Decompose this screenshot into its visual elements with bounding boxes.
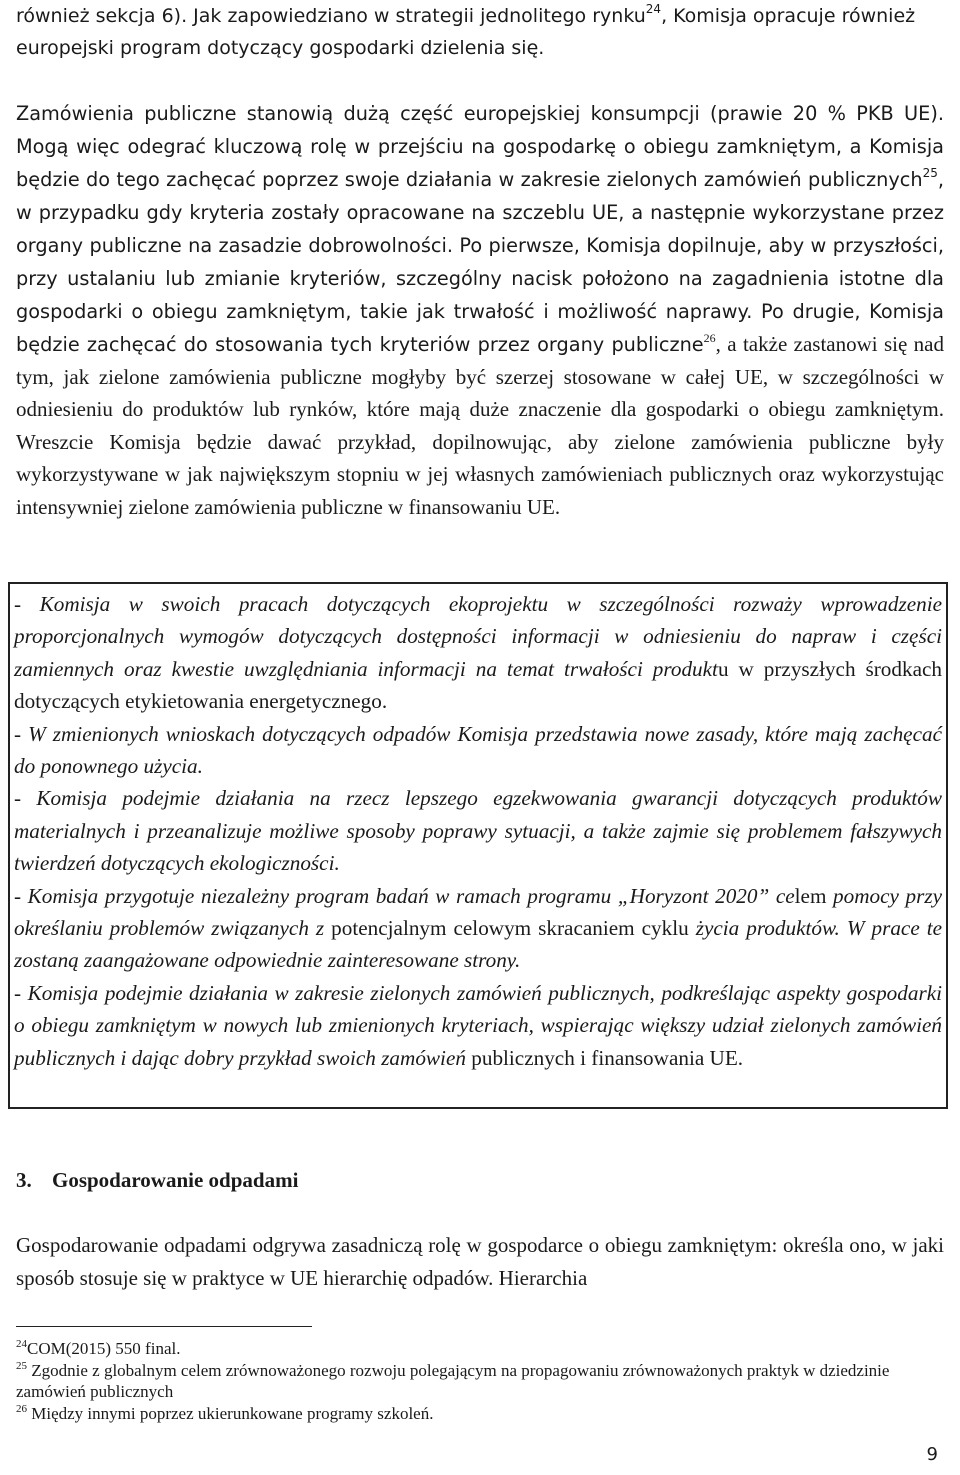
box-item-horizon-a: - Komisja przygotuje niezależny program badań w ramach programu „Horyzont 2020” ce bbox=[14, 883, 795, 908]
intro-text-b: , Komisja opracuje również europejski program dotyczący gospodarki dzielenia się. bbox=[16, 5, 916, 59]
box-item-waste-proposals: - W zmienionych wnioskach dotyczących odpadów Komisja przedstawia nowe zasady, które mają zachęcać do ponownego użycia. bbox=[14, 721, 942, 779]
box-item-horizon-e: życia produktów. W prace te zostaną zaangażowane odpowiednie zainteresowane strony. bbox=[14, 916, 943, 973]
footnote-25 bbox=[16, 1360, 936, 1403]
procurement-text-3: Po pierwsze, Komisja dopilnuje, aby w przyszłości, przy ustalaniu lub zmianie kryteriów, szczególny nacisk położono na zagadnienia istotne dla gospodarki o obiegu zamkniętym, takie jak trwałość i możliwość naprawy. Po drugie, Komisja będzie zachęcać do stosowania tych kryteriów przez organy publiczne bbox=[16, 234, 944, 356]
footnotes bbox=[16, 1338, 936, 1424]
box-item-green-procurement bbox=[14, 977, 942, 1074]
intro-paragraph bbox=[16, 0, 944, 64]
footnote-24-num: 24 bbox=[16, 1338, 27, 1350]
box-item-gpp-a: - Komisja podejmie działania w zakresie zielonych zamówień publicznych, podkreślając aspekty gospodarki o obiegu zamkniętym w nowych lub zmienionych kryteriach, wspierając większy udział zielonych zamówień publicznych i dając dobry przykład swoich zamówień bbox=[14, 980, 942, 1070]
actions-box bbox=[8, 582, 948, 1109]
procurement-text-2: , w przypadku gdy kryteria zostały opracowane na szczeblu UE, a następnie wykorzystane przez organy publiczne na zasadzie dobrowolności. bbox=[16, 168, 944, 257]
footnote-26-num: 26 bbox=[16, 1402, 27, 1415]
footnote-ref-25[interactable]: 25 bbox=[922, 166, 938, 180]
procurement-text-1: Zamówienia publiczne stanowią dużą część europejskiej konsumpcji (prawie 20 % PKB UE). Mogą więc odegrać kluczową rolę w przejściu na gospodarkę o obiegu zamkniętym, a Komisja będzie do tego zachęcać poprzez swoje działania w zakresie zielonych zamówień publicznych bbox=[16, 102, 944, 191]
box-item-horizon-c: pomocy przy określaniu problemów związanych z bbox=[14, 883, 942, 941]
box-item-guarantees: - Komisja podejmie działania na rzecz lepszego egzekwowania gwarancji dotyczących produktów materialnych i przeanalizuje możliwe sposoby poprawy sytuacji, a także zajmie się problemem fałszywych twierdzeń dotyczących ekologiczności. bbox=[14, 786, 942, 876]
box-item-horizon-d: potencjalnym celowym skracaniem cyklu bbox=[331, 916, 689, 941]
box-item-ecodesign-text: - Komisja w swoich pracach dotyczących ekoprojektu w szczególności rozważy wprowadzenie proporcjonalnych wymogów dotyczących dostępności informacji w odniesieniu do napraw i części zamiennych oraz kwestie uwzględniania informacji na temat trwałości produkt bbox=[14, 592, 942, 681]
section-number: 3. bbox=[16, 1168, 32, 1192]
waste-paragraph bbox=[16, 1229, 944, 1294]
footnote-25-num: 25 bbox=[16, 1359, 27, 1372]
section-title: Gospodarowanie odpadami bbox=[52, 1168, 299, 1192]
footnote-ref-26[interactable]: 26 bbox=[703, 331, 716, 345]
waste-paragraph-text: Gospodarowanie odpadami odgrywa zasadniczą rolę w gospodarce o obiegu zamkniętym: określa ono, w jaki sposób stosuje się w praktyce w UE hierarchię odpadów. Hierarchia bbox=[16, 1233, 944, 1290]
footnote-26 bbox=[16, 1403, 936, 1425]
box-item-ecodesign-tail: u w przyszłych środkach dotyczących etykietowania energetycznego. bbox=[14, 656, 942, 714]
box-item-ecodesign bbox=[14, 588, 942, 718]
footnote-24-text: COM(2015) 550 final. bbox=[27, 1339, 181, 1358]
section-heading bbox=[16, 1165, 298, 1195]
box-item-horizon-b: lem bbox=[794, 883, 827, 908]
procurement-text-4: , a także zastanowi się nad tym, jak zielone zamówienia publiczne mogłyby być szerzej stosowane w całej UE, w szczególności w odniesieniu do produktów lub rynków, które mają duże znaczenie dla gospodarki o obiegu zamkniętym. Wreszcie Komisja będzie dawać przykład, dopilnowując, aby zielone zamówienia publiczne były wykorzystywane w jak największym stopniu w jej własnych zamówieniach publicznych oraz wykorzystując intensywniej zielone zamówienia publiczne w finansowaniu UE. bbox=[16, 332, 944, 519]
box-item-gpp-b: publicznych i finansowania UE. bbox=[471, 1045, 744, 1070]
intro-text-a: również sekcja 6). Jak zapowiedziano w strategii jednolitego rynku bbox=[16, 5, 646, 27]
footnote-26-text: Między innymi poprzez ukierunkowane programy szkoleń. bbox=[31, 1403, 434, 1423]
procurement-paragraph bbox=[16, 97, 944, 523]
box-item-horizon2020 bbox=[14, 880, 942, 977]
footnote-separator bbox=[16, 1326, 312, 1327]
page-number: 9 bbox=[926, 1444, 938, 1465]
footnote-ref-24[interactable]: 24 bbox=[645, 2, 662, 16]
footnote-24 bbox=[16, 1338, 936, 1360]
footnote-25-text: Zgodnie z globalnym celem zrównoważonego rozwoju polegającym na propagowaniu zrównoważonych praktyk w dziedzinie zamówień publicznych bbox=[16, 1360, 890, 1401]
